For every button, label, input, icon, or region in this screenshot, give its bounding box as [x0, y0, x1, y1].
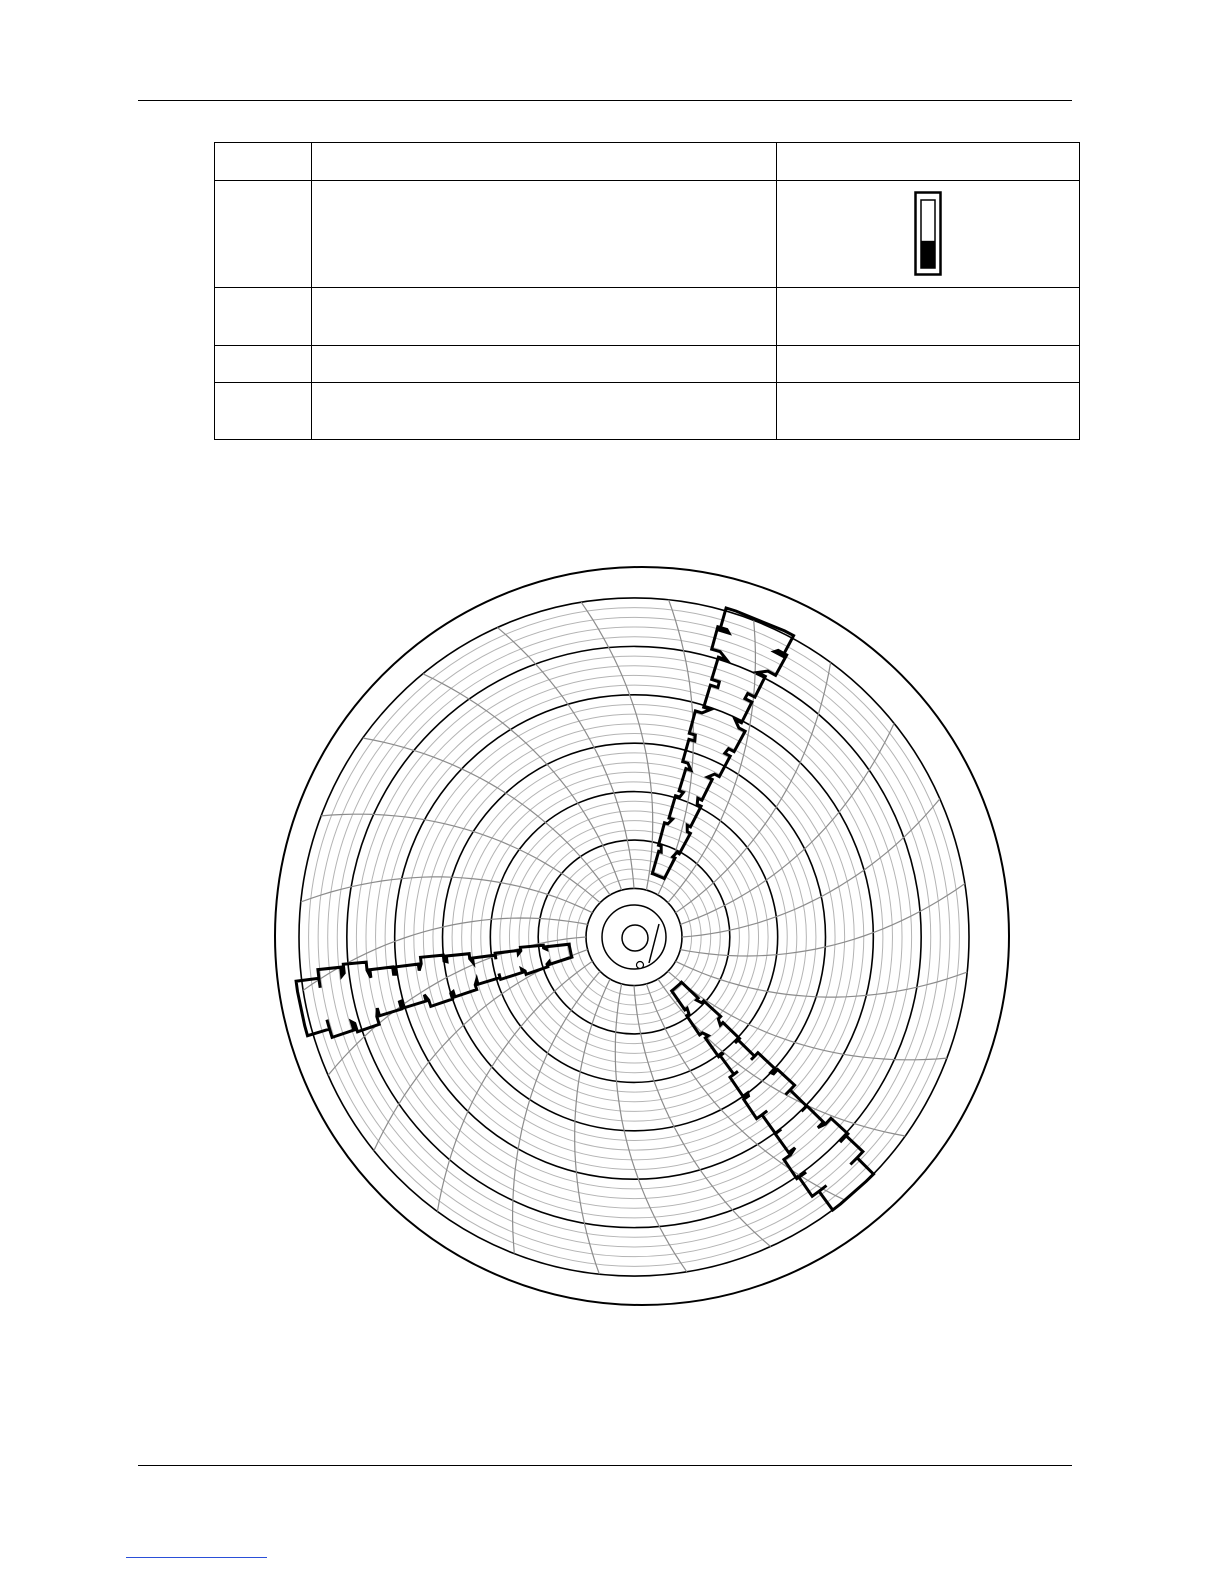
chart-hub [602, 905, 666, 969]
table-row [215, 383, 1080, 440]
table-cell [215, 181, 312, 288]
spec-table [214, 142, 1080, 440]
table-cell [777, 288, 1080, 346]
table-cell [312, 383, 777, 440]
table-cell [777, 346, 1080, 383]
table-row [215, 181, 1080, 288]
table-cell [312, 288, 777, 346]
circular-chart-svg [272, 564, 1012, 1308]
header-rule [138, 100, 1072, 101]
table-row [215, 288, 1080, 346]
table-row [215, 143, 1080, 181]
circular-chart [272, 564, 1012, 1308]
hub-center-hole [622, 925, 648, 951]
table-cell [312, 346, 777, 383]
dip-switch-icon [914, 191, 942, 277]
table-cell [777, 383, 1080, 440]
table-cell [215, 383, 312, 440]
table-cell [777, 143, 1080, 181]
table-cell-switch [777, 181, 1080, 288]
table-cell [312, 181, 777, 288]
table-cell [215, 143, 312, 181]
hub-pin [637, 962, 644, 969]
table-cell [215, 346, 312, 383]
footer-rule [138, 1465, 1072, 1466]
switch-knob [921, 241, 935, 268]
footnote-rule [126, 1557, 267, 1558]
table-cell [215, 288, 312, 346]
table-row [215, 346, 1080, 383]
table-cell [312, 143, 777, 181]
